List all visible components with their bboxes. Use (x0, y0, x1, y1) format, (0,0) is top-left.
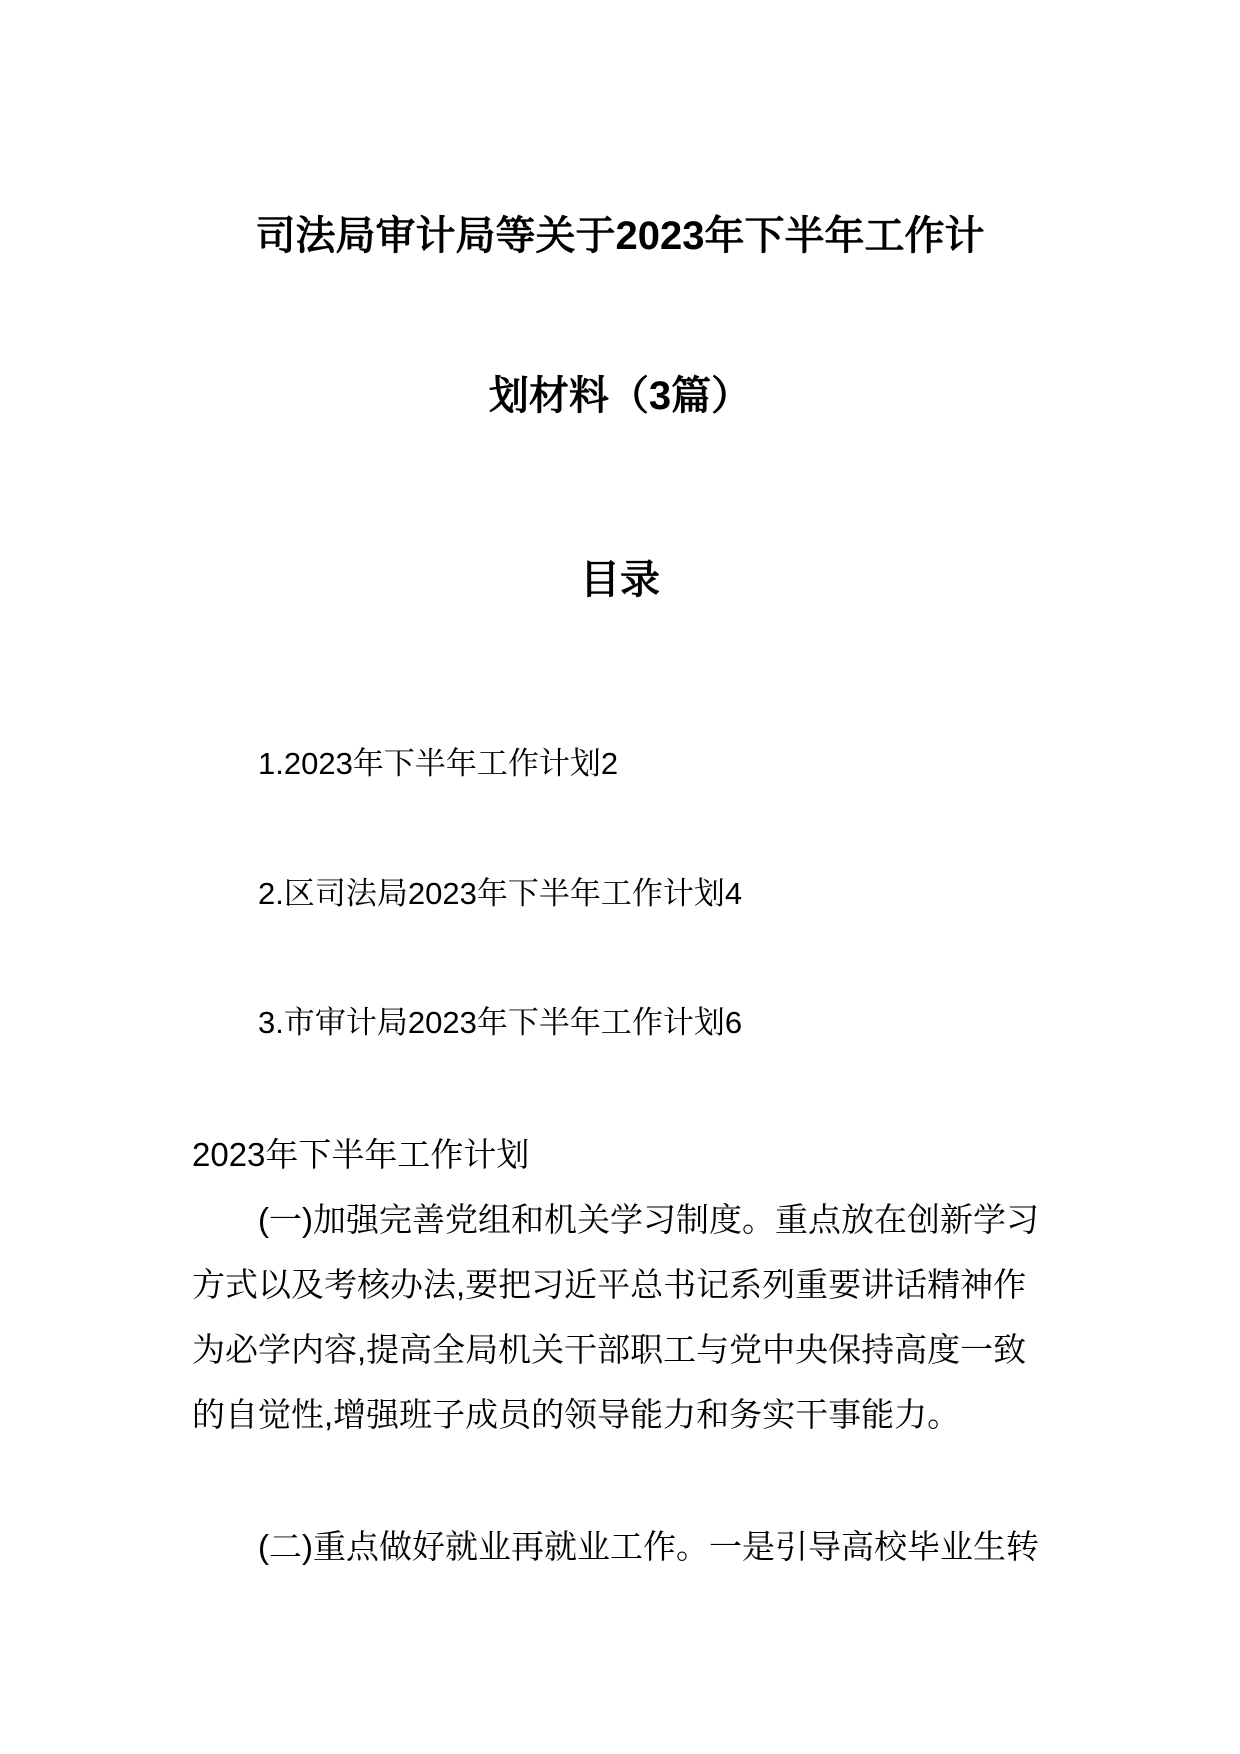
paragraph-line: 方式以及考核办法,要把习近平总书记系列重要讲话精神作 (192, 1266, 1027, 1303)
title-line-1: 司法局审计局等关于2023年下半年工作计 (255, 214, 985, 258)
paragraph-line: (二)重点做好就业再就业工作。一是引导高校毕业生转 (258, 1528, 1039, 1565)
toc-item[interactable]: 1.2023年下半年工作计划2 (258, 746, 619, 781)
toc-heading: 目录 (580, 558, 660, 602)
title-line-2: 划材料（3篇） (488, 374, 752, 418)
paragraph-line: 的自觉性,增强班子成员的领导能力和务实干事能力。 (192, 1396, 961, 1433)
paragraph-line: 为必学内容,提高全局机关干部职工与党中央保持高度一致 (192, 1331, 1027, 1368)
toc-item[interactable]: 3.市审计局2023年下半年工作计划6 (258, 1005, 743, 1040)
paragraph-line: (一)加强完善党组和机关学习制度。重点放在创新学习 (258, 1201, 1039, 1238)
toc-item[interactable]: 2.区司法局2023年下半年工作计划4 (258, 876, 743, 911)
section-heading: 2023年下半年工作计划 (192, 1136, 530, 1173)
